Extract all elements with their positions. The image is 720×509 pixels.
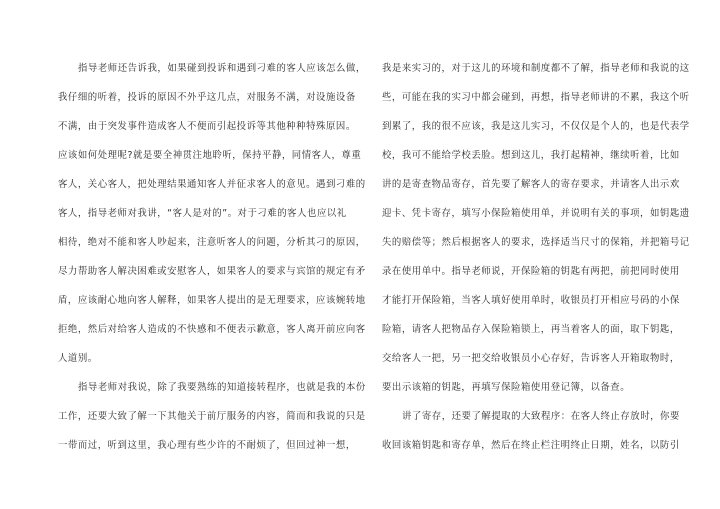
- left-line-6: 客人，指导老师对我讲，“客人是对的”。对于刁难的客人也应以礼: [58, 208, 347, 219]
- right-line-10: 险箱，请客人把物品存入保险箱锁上，再当着客人的面，取下钥匙，: [382, 324, 680, 335]
- right-line-1: 我是来实习的，对于这儿的环境和制度都不了解，指导老师和我说的这: [382, 63, 690, 74]
- right-line-2: 些，可能在我的实习中都会碰到，再想，指导老师讲的不累，我这个听: [382, 92, 690, 103]
- right-line-11: 交给客人一把，另一把交给收银员小心存好，告诉客人开箱取物时，: [382, 353, 680, 364]
- left-line-4: 应该如何处理呢?就是要全神贯注地聆听，保持平静，同情客人，尊重: [58, 150, 362, 161]
- left-line-14: 一带而过，听到这里，我心理有些少许的不耐烦了，但回过神一想，: [58, 440, 356, 451]
- left-line-2: 我仔细的听着，投诉的原因不外乎这几点，对服务不满，对设施设备: [58, 92, 356, 103]
- left-line-11: 人道别。: [58, 353, 98, 364]
- left-line-5: 客人，关心客人，把处理结果通知客人并征求客人的意见。遇到刁难的: [58, 179, 366, 190]
- left-line-13: 工作，还要大致了解一下其他关于前厅服务的内容，简而和我说的只是: [58, 411, 366, 422]
- right-line-9: 才能打开保险箱，当客人填好使用单时，收银员打开相应号码的小保: [382, 295, 680, 306]
- left-line-8: 尽力帮助客人解决困难或安慰客人，如果客人的要求与宾馆的规定有矛: [58, 266, 366, 277]
- left-line-12: 指导老师对我说，除了我要熟练的知道接转程序，也就是我的本份: [78, 382, 366, 393]
- left-line-10: 拒绝，然后对给客人造成的不快感和不便表示歉意，客人离开前应向客: [58, 324, 366, 335]
- left-line-7: 相待，绝对不能和客人吵起来，注意听客人的问题，分析其刁的原因，: [58, 237, 366, 248]
- right-line-8: 录在使用单中。指导老师说，开保险箱的钥匙有两把，前把同时使用: [382, 266, 680, 277]
- right-text-column: [382, 54, 690, 460]
- right-line-3: 到累了，我的很不应该，我是这儿实习，不仅仅是个人的，也是代表学: [382, 121, 690, 132]
- right-line-6: 迎卡、凭卡寄存，填写小保险箱使用单，并说明有关的事项，如钥匙遗: [382, 208, 690, 219]
- right-line-5: 讲的是寄查物品寄存，首先要了解客人的寄存要求，并请客人出示欢: [382, 179, 680, 190]
- right-line-12: 要出示该箱的钥匙，再填写保险箱使用登记簿，以备查。: [382, 382, 631, 393]
- right-line-13: 讲了寄存，还要了解提取的大致程序：在客人终止存放时，你要: [402, 411, 680, 422]
- right-line-7: 失的赔偿等；然后根据客人的要求，选择适当尺寸的保箱，并把箱号记: [382, 237, 690, 248]
- right-line-14: 收回该箱钥匙和寄存单，然后在终止栏注明终止日期，姓名，以防引: [382, 440, 680, 451]
- left-line-9: 盾，应该耐心地向客人解释，如果客人提出的是无理要求，应该婉转地: [58, 295, 366, 306]
- left-text-column: [58, 54, 366, 460]
- left-line-1: 指导老师还告诉我，如果碰到投诉和遇到刁难的客人应该怎么做，: [78, 63, 366, 74]
- left-line-3: 不满，由于突发事件造成客人不便而引起投诉等其他种种特殊原因。: [58, 121, 356, 132]
- right-line-4: 校，我可不能给学校丢脸。想到这儿，我打起精神，继续听着，比如: [382, 150, 680, 161]
